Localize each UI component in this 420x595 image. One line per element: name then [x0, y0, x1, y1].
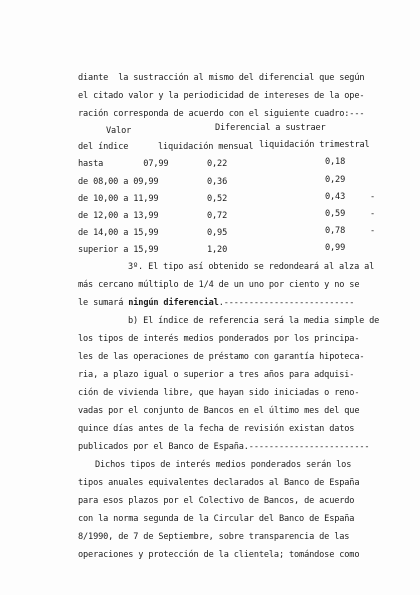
table-header-del-indice: del índice	[78, 142, 129, 152]
row-mensual: 0,72	[207, 211, 228, 221]
row-range: hasta 07,99	[78, 159, 169, 169]
final-line: operaciones y protección de la clientela; tomándose como	[78, 550, 360, 560]
final-line: 8/1990, de 7 de Septiembre, sobre transparencia de las	[78, 532, 350, 542]
final-line: Dichos tipos de interés medios ponderados serán los	[95, 460, 352, 470]
row-mark: -	[370, 209, 376, 219]
table-header-mensual: liquidación mensual	[158, 142, 254, 152]
intro-line: ración corresponda de acuerdo con el siguiente cuadro:---	[78, 109, 365, 119]
item-b-line: quince días antes de la fecha de revisión existan datos	[78, 424, 355, 434]
final-line: para esos plazos por el Colectivo de Bancos, de acuerdo	[78, 496, 355, 506]
row-range: de 12,00 a 13,99	[78, 211, 159, 221]
item3-bold-text: ningún diferencial	[128, 298, 219, 308]
table-header-trimestral: liquidación trimestral	[259, 140, 370, 150]
row-trimestral: 0,99	[325, 243, 346, 253]
row-trimestral: 0,43	[325, 192, 346, 202]
row-mensual: 0,95	[207, 228, 228, 238]
final-line: con la norma segunda de la Circular del Banco de España	[78, 514, 355, 524]
item-b-line: ción de vivienda libre, que hayan sido iniciadas o reno-	[78, 388, 360, 398]
item-b-line: les de las operaciones de préstamo con garantía hipoteca-	[78, 352, 365, 362]
item3-line	[78, 298, 354, 308]
item-b-line: los tipos de interés medios ponderados por los principa-	[78, 334, 360, 344]
row-mensual: 0,22	[207, 159, 228, 169]
item-b-line: ria, a plazo igual o superior a tres años para adquisi-	[78, 370, 355, 380]
row-trimestral: 0,29	[325, 175, 346, 185]
item3-dashes: .--------------------------	[218, 298, 355, 308]
row-range: de 14,00 a 15,99	[78, 228, 159, 238]
table-header-valor: Valor	[106, 126, 132, 136]
row-mensual: 0,36	[207, 177, 228, 187]
row-range: de 10,00 a 11,99	[78, 194, 159, 204]
row-mensual: 0,52	[207, 194, 228, 204]
row-range: de 08,00 a 09,99	[78, 177, 159, 187]
item3-text: le sumará	[78, 298, 129, 308]
intro-line: el citado valor y la periodicidad de intereses de la ope-	[78, 91, 365, 101]
intro-line: diante la sustracción al mismo del diferencial que según	[78, 73, 365, 83]
row-mensual: 1,20	[207, 245, 228, 255]
item3-line: más cercano múltiplo de 1/4 de un uno por ciento y no se	[78, 280, 360, 290]
row-mark: -	[370, 226, 376, 236]
item-b-line: publicados por el Banco de España.------------------------	[78, 442, 370, 452]
final-line: tipos anuales equivalentes declarados al Banco de España	[78, 478, 360, 488]
row-trimestral: 0,18	[325, 157, 346, 167]
row-range: superior a 15,99	[78, 245, 159, 255]
item3-line: 3º. El tipo así obtenido se redondeará al alza al	[128, 262, 375, 272]
item-b-line: vadas por el conjunto de Bancos en el último mes del que	[78, 406, 360, 416]
row-trimestral: 0,59	[325, 209, 346, 219]
row-mark: -	[370, 192, 376, 202]
table-header-diferencial: Diferencial a sustraer	[215, 123, 326, 133]
row-trimestral: 0,78	[325, 226, 346, 236]
item-b-line: b) El índice de referencia será la media simple de	[128, 316, 380, 326]
